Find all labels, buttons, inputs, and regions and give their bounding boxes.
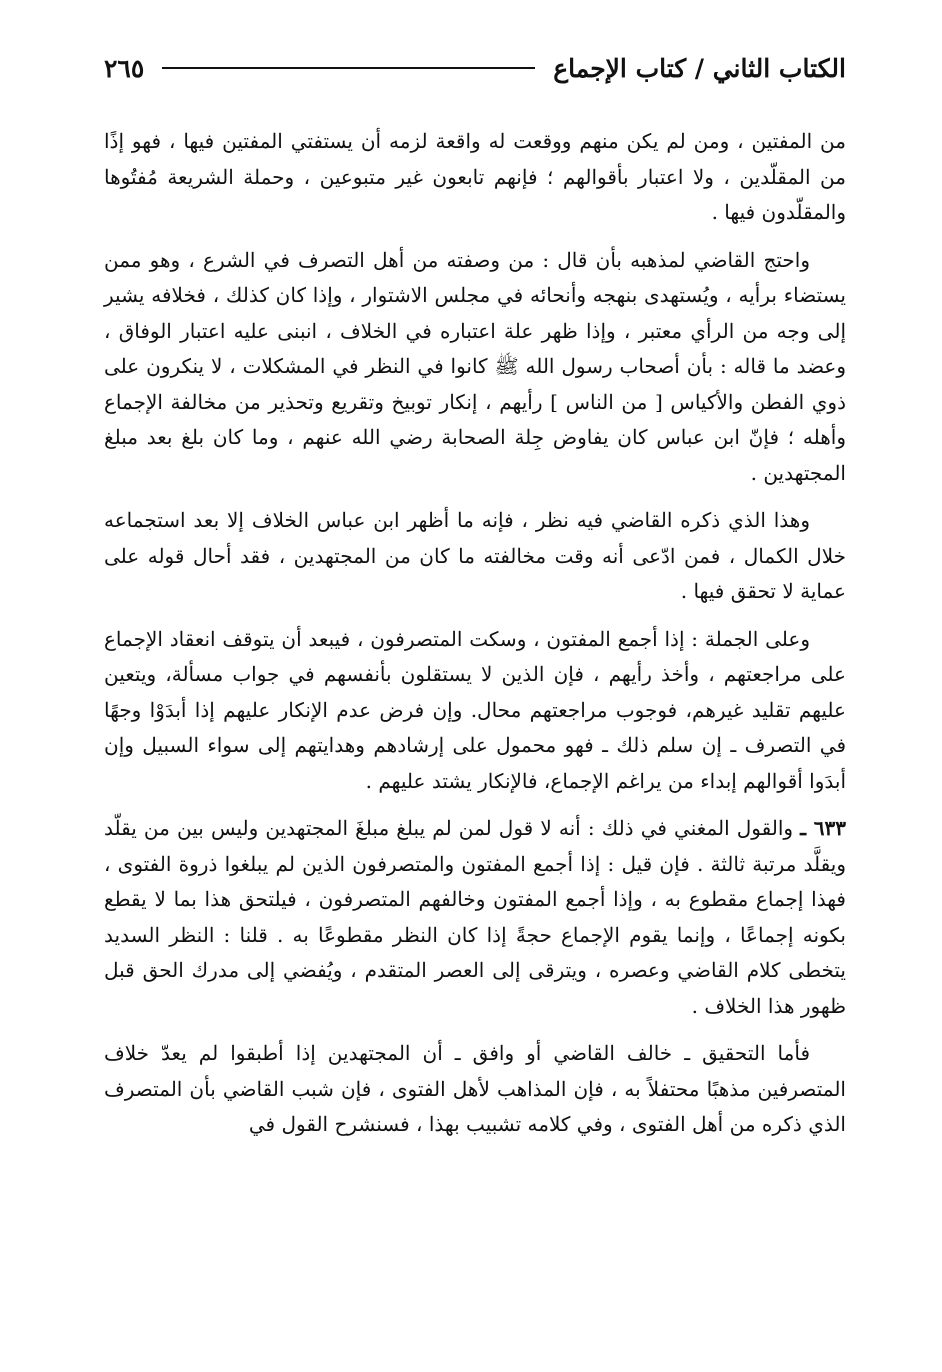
main-text bbox=[104, 124, 846, 1155]
numbered-paragraph bbox=[104, 811, 846, 1024]
paragraph: من المفتين ، ومن لم يكن منهم ووقعت له واقعة لزمه أن يستفتي المفتين فيها ، فهو إذًا من المقلّدين ، ولا اعتبار بأقوالهم ؛ فإنهم تابعون غير متبوعين ، وحملة الشريعة مُفتُوها والمقلّدون فيها . bbox=[104, 129, 846, 224]
paragraph-text: والقول المغني في ذلك : أنه لا قول لمن لم يبلغ مبلغَ المجتهدين وليس بين من يقلّد ويقلَّد مرتبة ثالثة . فإن قيل : إذا أجمع المفتون والمتصرفون الذين لم يبلغوا ذروة الفتوى ، فهذا إجماع مقطوع به ، وإذا أجمع المفتون وخالفهم المتصرفون ، فيلتحق هذا بما لا يقطع بكونه إجماعًا ، وإنما يقوم الإجماع حجةً إذا كان النظر مقطوعًا به . قلنا : النظر السديد يتخطى كلام القاضي وعصره ، ويترقى إلى العصر المتقدم ، ويُفضي إلى مدرك الحق قبل ظهور هذا الخلاف . bbox=[104, 816, 846, 1018]
paragraph-number: ٦٣٣ ـ bbox=[800, 816, 846, 840]
paragraph: وهذا الذي ذكره القاضي فيه نظر ، فإنه ما أظهر ابن عباس الخلاف إلا بعد استجماعه خلال الكمال ، فمن ادّعى أنه وقت مخالفته ما كان من المجتهدين ، فقد أحال قوله على عماية لا تحقق فيها . bbox=[104, 508, 846, 603]
page-number: ٢٦٥ bbox=[104, 53, 145, 83]
paragraph: وعلى الجملة : إذا أجمع المفتون ، وسكت المتصرفون ، فيبعد أن يتوقف انعقاد الإجماع على مراجعتهم ، وأخذ رأيهم ، فإن الذين لا يستقلون بأنفسهم في جواب مسألة، ويتعين عليهم تقليد غيرهم، فوجوب مراجعتهم محال. وإن فرض عدم الإنكار عليهم إذا أبدَوْا وجهًا في التصرف ـ إن سلم ذلك ـ فهو محمول على إرشادهم وهدايتهم إلى سواء السبيل وإن أبدَوا أقوالهم إبداء من يراغم الإجماع، فالإنكار يشتد عليهم . bbox=[104, 626, 846, 793]
chapter-title: الكتاب الثاني / كتاب الإجماع bbox=[553, 53, 846, 83]
header-rule bbox=[162, 67, 535, 69]
paragraph: فأما التحقيق ـ خالف القاضي أو وافق ـ أن المجتهدين إذا أطبقوا لم يعدّ خلاف المتصرفين مذهبًا محتفلاً به ، فإن المذاهب لأهل الفتوى ، فإن شبب القاضي بأن المتصرف الذي ذكره من أهل الفتوى ، وفي كلامه تشبيب بهذا ، فسنشرح القول في bbox=[104, 1041, 846, 1136]
paragraph: واحتج القاضي لمذهبه بأن قال : من وصفته من أهل التصرف في الشرع ، وهو ممن يستضاء برأيه ، ويُستهدى بنهجه وأنحائه في مجلس الاشتوار ، وإذا كان كذلك ، فخلافه يشير إلى وجه من الرأي معتبر ، وإذا ظهر علة اعتباره في الخلاف ، انبنى عليه اعتبار الوفاق ، وعضد ما قاله : بأن أصحاب رسول الله ﷺ كانوا في النظر في المشكلات ، لا ينكرون على ذوي الفطن والأكياس [ من الناس ] رأيهم ، إنكار توبيخ وتقريع وتحذير من مخالفة الإجماع وأهله ؛ فإنّ ابن عباس كان يفاوض جِلة الصحابة رضي الله عنهم ، وما كان بلغ بعد مبلغ المجتهدين . bbox=[104, 247, 846, 485]
running-header bbox=[104, 44, 846, 92]
